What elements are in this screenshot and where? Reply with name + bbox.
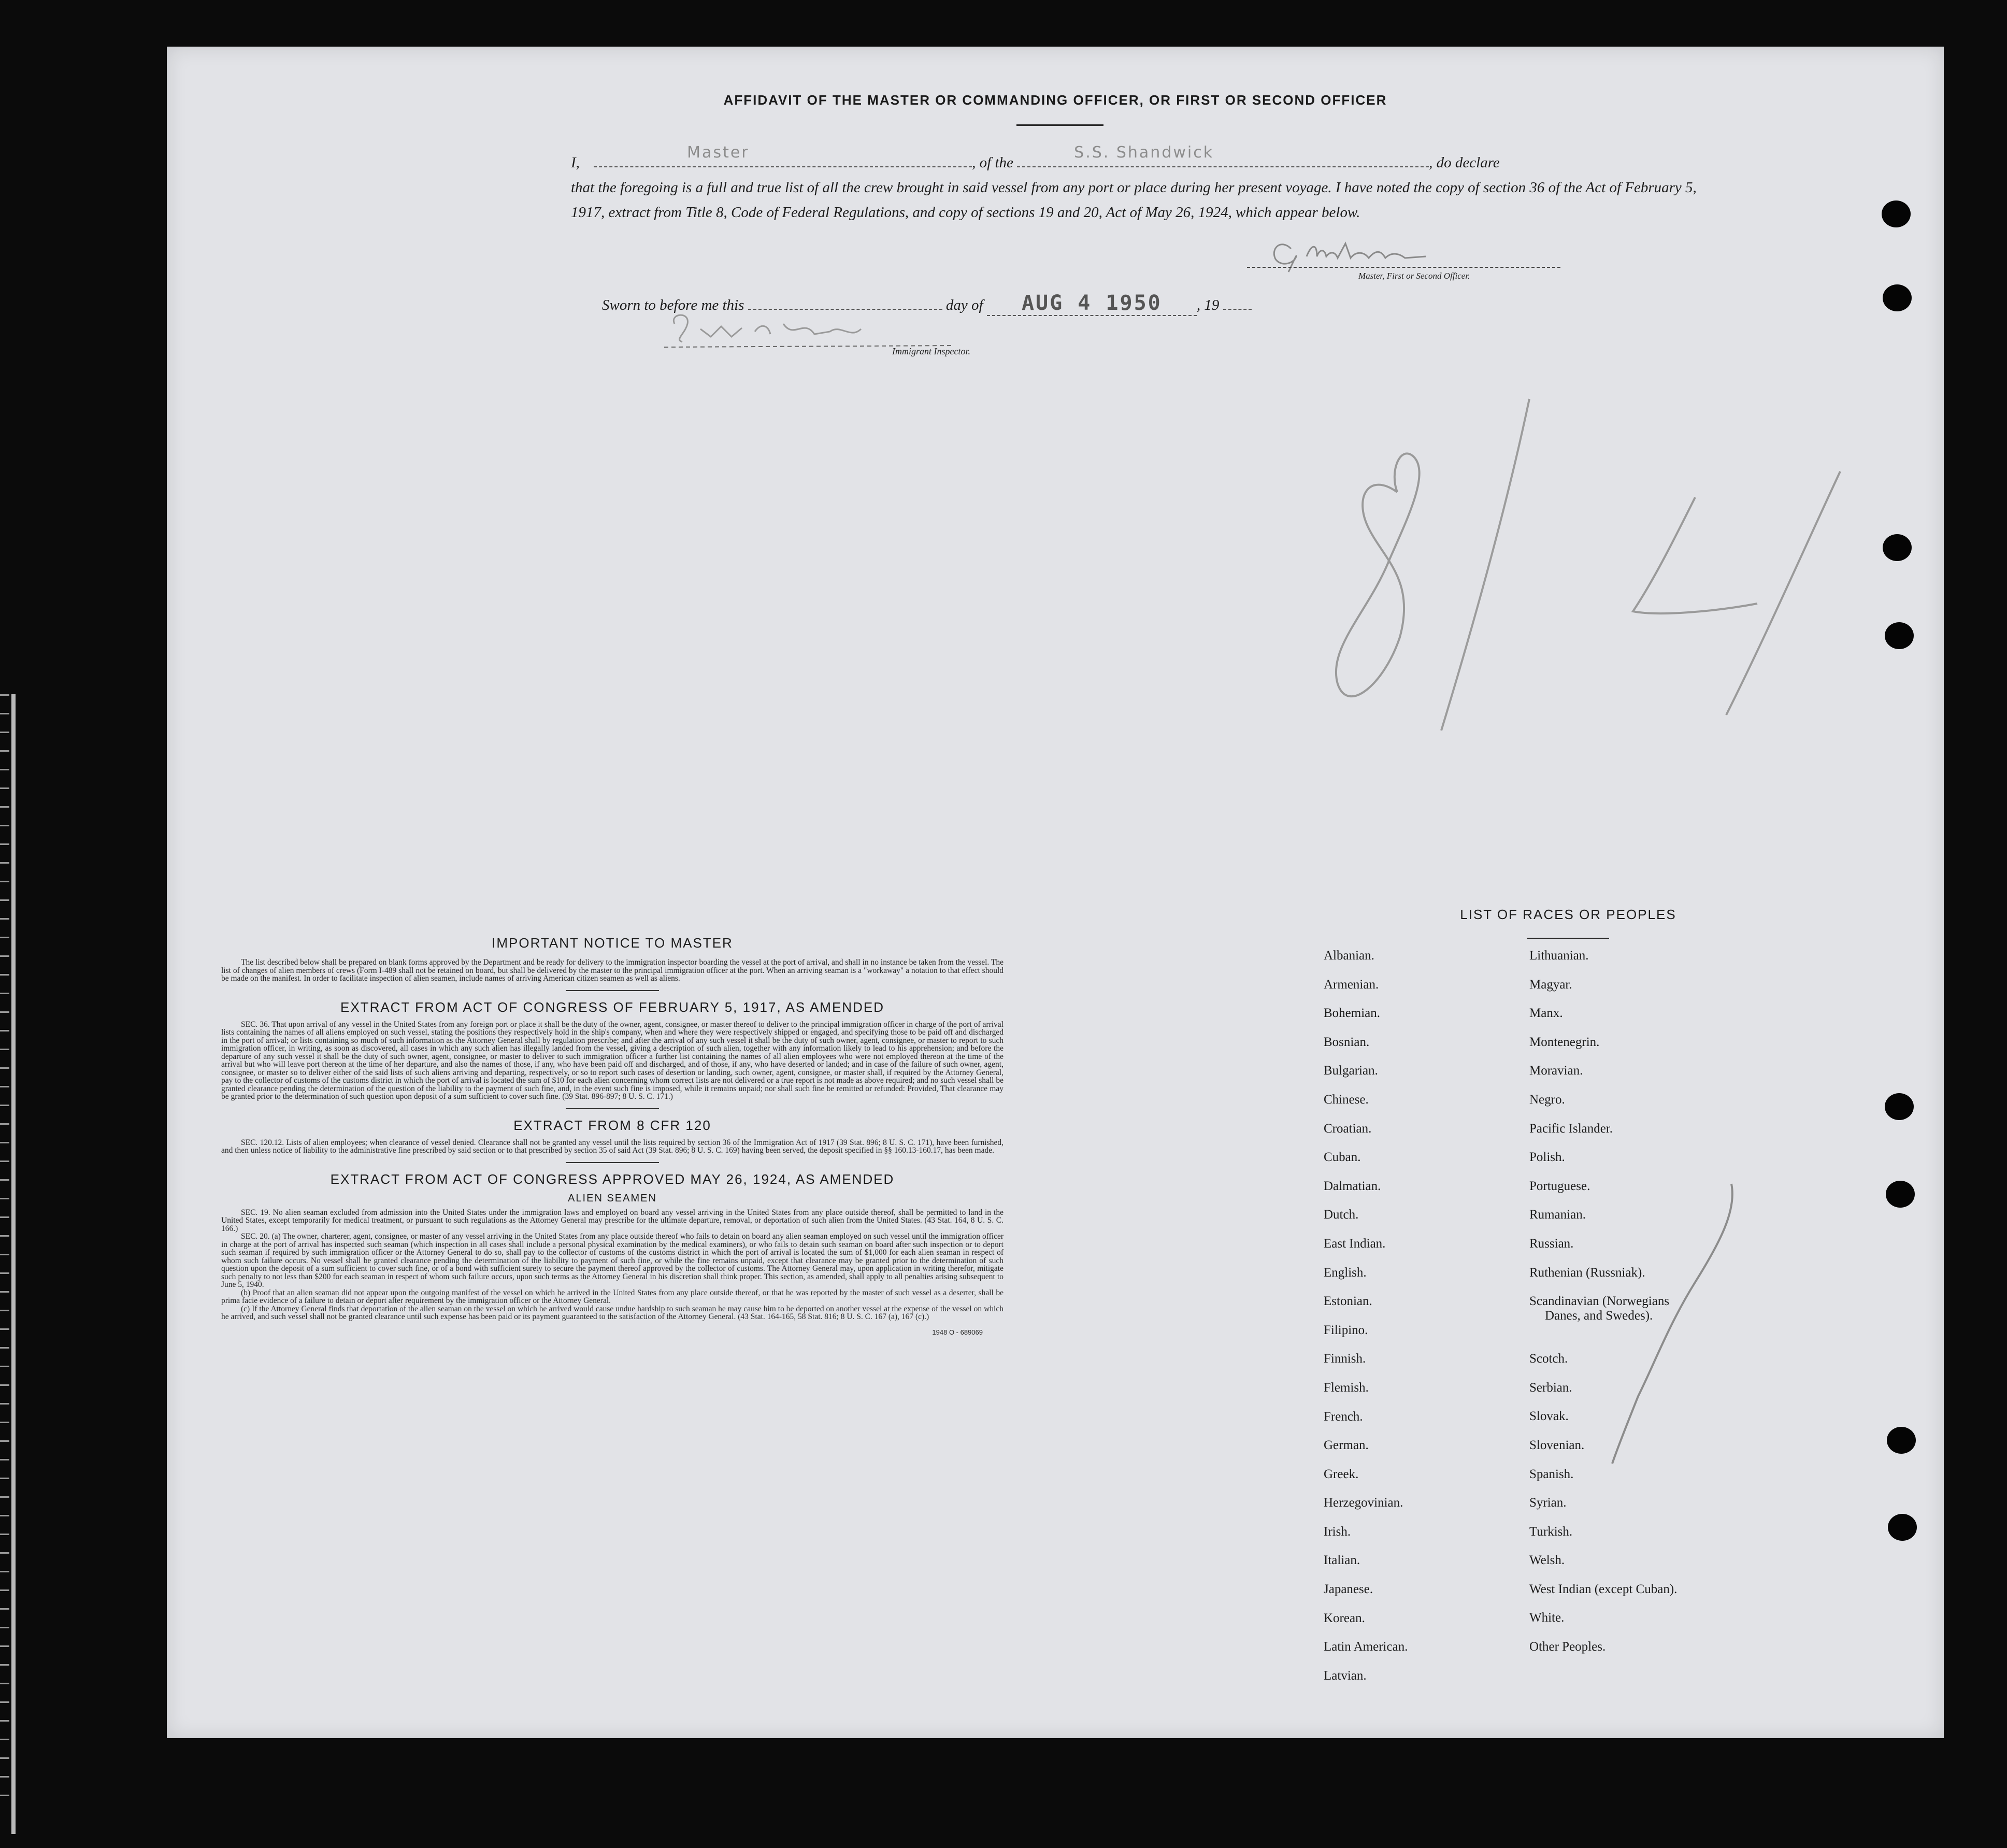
film-edge-tick bbox=[0, 1049, 9, 1050]
race-item: Moravian. bbox=[1529, 1064, 1583, 1078]
film-edge-bar bbox=[11, 694, 16, 1834]
punch-hole bbox=[1888, 1514, 1917, 1541]
race-item: Russian. bbox=[1529, 1236, 1574, 1251]
race-item: Irish. bbox=[1324, 1524, 1351, 1539]
film-edge-tick bbox=[0, 1291, 9, 1293]
race-item: Bohemian. bbox=[1324, 1006, 1381, 1021]
sworn-year: , 19 bbox=[1196, 297, 1220, 313]
film-edge-tick bbox=[0, 1123, 9, 1125]
punch-hole bbox=[1886, 1181, 1915, 1208]
film-edge-tick bbox=[0, 1440, 9, 1442]
races-left-column bbox=[1324, 948, 1510, 1697]
film-edge-tick bbox=[0, 1384, 9, 1386]
declaration-of: , of the bbox=[972, 154, 1013, 171]
races-divider bbox=[1527, 938, 1609, 939]
race-item: German. bbox=[1324, 1438, 1369, 1453]
extract2-text: SEC. 120.12. Lists of alien employees; when clearance of vessel denied. Clearance shall not be granted any vessel until the lists required by section 36 of the Immigration Act of 1917 (39 Stat. 896; 8 U. S. C. 171), have been furnished, and then unless notice of liability to the administrative fine prescribed by said section or to that prescribed by section 35 of said Act (39 Stat. 896; 8 U. S. C. 169) having been served, the deposit specified in §§ 160.13-160.17, has been made. bbox=[221, 1138, 1004, 1155]
film-edge-tick bbox=[0, 769, 9, 770]
race-item: Bulgarian. bbox=[1324, 1064, 1378, 1078]
notice-section bbox=[221, 935, 1004, 1336]
race-item: Slovak. bbox=[1529, 1409, 1569, 1424]
film-edge-tick bbox=[0, 1627, 9, 1628]
document-page bbox=[167, 47, 1944, 1738]
extract3-sec20c: (c) If the Attorney General finds that deportation of the alien seaman on the vessel on which he arrived would cause undue hardship to such seaman he may cause him to be deported on another vessel at the expense of the vessel on which he arrived, and such vessel shall not be granted clearance until such expense has been paid or its payment guaranteed to the satisfaction of the Attorney General. (43 Stat. 164-165, 58 Stat. 816; 8 U. S. C. 167 (a), 167 (c).) bbox=[221, 1304, 1004, 1321]
film-edge-tick bbox=[0, 1478, 9, 1479]
race-item: Dutch. bbox=[1324, 1208, 1359, 1222]
vessel-name-field bbox=[1017, 144, 1429, 167]
film-edge-tick bbox=[0, 1645, 9, 1647]
race-item: Croatian. bbox=[1324, 1121, 1372, 1136]
sworn-lead: Sworn to before me this bbox=[602, 297, 744, 313]
film-edge-tick bbox=[0, 1552, 9, 1554]
film-edge-tick bbox=[0, 1608, 9, 1610]
declaration-do-declare: , do declare bbox=[1429, 154, 1500, 171]
film-edge-tick bbox=[0, 1328, 9, 1330]
film-edge-tick bbox=[0, 1776, 9, 1778]
punch-hole bbox=[1885, 622, 1914, 649]
race-item: West Indian (except Cuban). bbox=[1529, 1582, 1678, 1596]
extract3-sec19: SEC. 19. No alien seaman excluded from admission into the United States under the immigration laws and employed on board any vessel arriving in the United States from any place outside thereof, shall be permitted to land in the United States, except temporarily for medical treatment, or pursuant to such regulations as the Attorney General may prescribe for the ultimate departure, removal, or deportation of such alien from the United States. (43 Stat. 164, 8 U. S. C. 166.) bbox=[221, 1208, 1004, 1233]
film-edge-tick bbox=[0, 1720, 9, 1722]
film-edge-tick bbox=[0, 1030, 9, 1032]
declaration-text bbox=[571, 144, 1731, 225]
film-edge-tick bbox=[0, 1272, 9, 1274]
film-edge-tick bbox=[0, 1310, 9, 1311]
film-edge-tick bbox=[0, 1739, 9, 1740]
print-code: 1948 O - 689069 bbox=[932, 1328, 983, 1336]
punch-hole bbox=[1882, 200, 1911, 227]
sworn-date-field bbox=[987, 291, 1197, 316]
race-item: Manx. bbox=[1529, 1006, 1563, 1021]
film-edge-tick bbox=[0, 1105, 9, 1106]
race-item: Magyar. bbox=[1529, 977, 1572, 992]
race-item: East Indian. bbox=[1324, 1236, 1386, 1251]
section-divider bbox=[566, 1162, 659, 1163]
race-item: Bosnian. bbox=[1324, 1035, 1370, 1049]
master-name-handwriting: Master bbox=[687, 144, 750, 162]
race-item: Polish. bbox=[1529, 1150, 1565, 1165]
race-item: Armenian. bbox=[1324, 977, 1379, 992]
film-edge-tick bbox=[0, 1422, 9, 1423]
declaration-lead: I, bbox=[571, 154, 580, 171]
film-edge-tick bbox=[0, 750, 9, 752]
race-item: Syrian. bbox=[1529, 1496, 1567, 1510]
film-edge-tick bbox=[0, 787, 9, 789]
race-item: Pacific Islander. bbox=[1529, 1121, 1613, 1136]
race-item: Cuban. bbox=[1324, 1150, 1361, 1165]
film-edge-tick bbox=[0, 993, 9, 994]
film-edge-tick bbox=[0, 1216, 9, 1218]
master-signature-line bbox=[1247, 267, 1560, 268]
film-edge-tick bbox=[0, 1534, 9, 1535]
film-edge-tick bbox=[0, 1011, 9, 1013]
sworn-day-of: day of bbox=[945, 297, 983, 313]
race-item: Montenegrin. bbox=[1529, 1035, 1600, 1049]
race-item: Filipino. bbox=[1324, 1323, 1368, 1337]
race-item: Chinese. bbox=[1324, 1092, 1369, 1107]
film-edge-tick bbox=[0, 881, 9, 882]
race-item: Spanish. bbox=[1529, 1467, 1574, 1481]
race-item: Herzegovinian. bbox=[1324, 1496, 1403, 1510]
film-edge-strip bbox=[0, 694, 21, 1834]
film-edge-tick bbox=[0, 974, 9, 976]
section-divider bbox=[566, 1108, 659, 1109]
race-item: Japanese. bbox=[1324, 1582, 1373, 1597]
film-edge-tick bbox=[0, 1496, 9, 1498]
race-item: Latvian. bbox=[1324, 1668, 1367, 1683]
punch-hole bbox=[1887, 1427, 1916, 1454]
extract1-title: EXTRACT FROM ACT OF CONGRESS OF FEBRUARY 5, 1917, AS AMENDED bbox=[340, 999, 884, 1015]
film-edge-tick bbox=[0, 1179, 9, 1181]
film-edge-tick bbox=[0, 1757, 9, 1759]
notice-text: The list described below shall be prepared on blank forms approved by the Department and be ready for delivery to the immigration inspector boarding the vessel at the port of arrival, and shall in no instance be taken from the vessel. The list of changes of alien members of crews (Form I-489 shall not be retained on board, but shall be delivered by the master to the principal immigration officer at the port. When an arriving seaman is a "workaway" a notation to that effect should be made on the manifest. In order to facilitate inspection of alien seamen, include names of arriving American citizen seamen as well as aliens. bbox=[221, 958, 1004, 983]
film-edge-tick bbox=[0, 825, 9, 826]
extract2-title: EXTRACT FROM 8 CFR 120 bbox=[513, 1117, 711, 1133]
film-edge-tick bbox=[0, 1086, 9, 1087]
punch-hole bbox=[1883, 534, 1912, 561]
extract1-text: SEC. 36. That upon arrival of any vessel in the United States from any foreign port or place it shall be the duty of the owner, agent, consignee, or master thereof to deliver to the principal immigration officer in charge of the port of arrival lists containing the names of all aliens employed on such vessel, stating the positions they respectively hold in the ship's company, when and where they were respectively shipped or engaged, and specifying those to be paid off and discharged in the port of arrival; or lists containing so much of such information as the Attorney General shall by regulation prescribe; and after the arrival of any such vessel it shall be the duty of such owner, agent, consignee, or master to report to such immigration officer, in writing, as soon as discovered, all cases in which any such alien has illegally landed from the vessel, giving a description of such alien, together with any information likely to lead to his apprehension; and before the departure of any such vessel it shall be the duty of such owner, agent, consignee, or master to deliver to such immigration officer a further list containing the names of all alien employees who were not employed thereon at the time of the arrival but who will leave port thereon at the time of her departure, and also the names of those, if any, who have been paid off and discharged, and of those, if any, who have deserted or landed; and in case of the failure of such owner, agent, consignee, or master so to deliver either of the said lists of such aliens arriving and departing, respectively, or so to report such cases of desertion or landing, such owner, agent, consignee, or master shall, if required by the Attorney General, pay to the collector of customs of the customs district in which the port of arrival is located the sum of $10 for each alien concerning whom correct lists are not delivered or a true report is not made as above required; and no such vessel shall be granted clearance pending the determination of the question of the liability to the payment of such fine, and, in the event such fine is imposed, while it remains unpaid; nor shall such fine be remitted or refunded: Provided, That clearance may be granted prior to the determination of such question upon deposit of a sum sufficient to cover such fine. (39 Stat. 896-897; 8 U. S. C. 171.) bbox=[221, 1020, 1004, 1101]
inspector-signature bbox=[664, 308, 954, 350]
race-item: Serbian. bbox=[1529, 1380, 1572, 1395]
race-item: Slovenian. bbox=[1529, 1438, 1585, 1452]
race-item: Portuguese. bbox=[1529, 1179, 1590, 1193]
race-item: Danes, and Swedes). bbox=[1545, 1309, 1653, 1323]
film-edge-tick bbox=[0, 694, 9, 696]
race-item: Korean. bbox=[1324, 1611, 1365, 1625]
film-edge-tick bbox=[0, 1589, 9, 1591]
extract3-title: EXTRACT FROM ACT OF CONGRESS APPROVED MAY 26, 1924, AS AMENDED bbox=[330, 1171, 895, 1187]
film-edge-tick bbox=[0, 713, 9, 714]
film-edge-tick bbox=[0, 862, 9, 864]
film-edge-tick bbox=[0, 1795, 9, 1796]
race-item: English. bbox=[1324, 1265, 1367, 1280]
punch-hole bbox=[1885, 1093, 1914, 1120]
film-edge-tick bbox=[0, 1161, 9, 1162]
notice-title: IMPORTANT NOTICE TO MASTER bbox=[492, 935, 733, 951]
film-edge-tick bbox=[0, 806, 9, 808]
race-item: Greek. bbox=[1324, 1467, 1359, 1481]
race-item: Flemish. bbox=[1324, 1380, 1369, 1395]
race-item: Other Peoples. bbox=[1529, 1640, 1606, 1654]
date-stamp: AUG 4 1950 bbox=[1021, 291, 1162, 315]
race-item: Turkish. bbox=[1529, 1524, 1573, 1539]
race-item: French. bbox=[1324, 1409, 1363, 1424]
race-item: Negro. bbox=[1529, 1092, 1565, 1107]
section-divider bbox=[566, 990, 659, 991]
film-edge-tick bbox=[0, 1235, 9, 1237]
handwritten-number-8-4 bbox=[1322, 394, 1866, 819]
film-edge-tick bbox=[0, 955, 9, 957]
film-edge-tick bbox=[0, 918, 9, 920]
declaration-body: that the foregoing is a full and true list of all the crew brought in said vessel from any port or place during her present voyage. I have noted the copy of section 36 of the Act of February 5, 1917, extract from Title 8, Code of Federal Regulations, and copy of sections 19 and 20, Act of May 26, 1924, which appear below. bbox=[571, 179, 1697, 221]
vessel-name-handwriting: S.S. Shandwick bbox=[1074, 144, 1214, 162]
film-edge-tick bbox=[0, 1403, 9, 1405]
punch-hole bbox=[1883, 284, 1912, 311]
film-edge-tick bbox=[0, 1254, 9, 1255]
film-edge-tick bbox=[0, 1459, 9, 1460]
master-name-field bbox=[594, 144, 972, 167]
race-item: Albanian. bbox=[1324, 949, 1374, 963]
race-item: Rumanian. bbox=[1529, 1208, 1586, 1222]
race-item: Scotch. bbox=[1529, 1352, 1568, 1366]
race-item: Finnish. bbox=[1324, 1352, 1366, 1366]
master-signature-label: Master, First or Second Officer. bbox=[1358, 271, 1470, 281]
film-edge-tick bbox=[0, 1701, 9, 1703]
film-edge-tick bbox=[0, 1347, 9, 1349]
races-title: LIST OF RACES OR PEOPLES bbox=[1460, 907, 1676, 922]
film-edge-tick bbox=[0, 1366, 9, 1367]
film-edge-tick bbox=[0, 732, 9, 733]
extract3-sec20a: SEC. 20. (a) The owner, charterer, agent, consignee, or master of any vessel arriving in the United States from any place outside thereof who fails to detain on board any alien seaman employed on such vessel until the immigration officer in charge at the port of arrival has inspected such seaman (which inspection in all cases shall include a personal physical examination by the medical examiners), or who fails to detain such seaman on board after such inspection or to deport such seaman if required by such immigration officer or the Attorney General to do so, shall pay to the collector of customs of the customs district in which the port of arrival is located the sum of $1,000 for each alien seaman in respect of whom such failure occurs. No vessel shall be granted clearance pending the determination of the liability to payment of such fine, or while the fine remains unpaid, except that clearance may be granted prior to the determination of such question upon the deposit of a sum sufficient to cover such fine, or of a bond with sufficient surety to secure the payment thereof approved by the collector of customs. The Attorney General may, upon application in writing therefor, mitigate such penalty to not less than $200 for each seaman in respect of whom such failure occurs, upon such terms as the Attorney General in his discretion shall think proper. This section, as amended, shall apply to all penalties arising subsequent to June 5, 1940. bbox=[221, 1232, 1004, 1289]
film-edge-tick bbox=[0, 1683, 9, 1684]
title-divider bbox=[1016, 124, 1103, 126]
race-item: White. bbox=[1529, 1611, 1565, 1625]
film-edge-tick bbox=[0, 1142, 9, 1143]
affidavit-title: AFFIDAVIT OF THE MASTER OR COMMANDING OFFICER, OR FIRST OR SECOND OFFICER bbox=[723, 92, 1387, 108]
race-item: Ruthenian (Russniak). bbox=[1529, 1265, 1645, 1280]
film-edge-tick bbox=[0, 1664, 9, 1666]
film-edge-tick bbox=[0, 1198, 9, 1199]
film-edge-tick bbox=[0, 1515, 9, 1516]
race-item: Latin American. bbox=[1324, 1640, 1408, 1654]
film-edge-tick bbox=[0, 937, 9, 938]
handwritten-check-mark bbox=[1607, 1179, 1742, 1469]
inspector-label: Immigrant Inspector. bbox=[892, 346, 970, 356]
sworn-year-field bbox=[1223, 309, 1252, 310]
race-item: Dalmatian. bbox=[1324, 1179, 1381, 1193]
race-item: Estonian. bbox=[1324, 1294, 1372, 1309]
race-item: Welsh. bbox=[1529, 1553, 1565, 1568]
race-item: Lithuanian. bbox=[1529, 949, 1589, 963]
film-edge-tick bbox=[0, 1067, 9, 1069]
race-item: Scandinavian (Norwegians bbox=[1529, 1294, 1670, 1309]
extract3-subtitle: ALIEN SEAMEN bbox=[568, 1192, 657, 1204]
film-edge-tick bbox=[0, 843, 9, 845]
extract3-sec20b: (b) Proof that an alien seaman did not appear upon the outgoing manifest of the vessel on which he arrived in the United States from any place outside thereof, or that he was reported by the master of such vessel as a deserter, shall be prima facie evidence of a failure to detain or deport after requirement by the immigration officer or the Attorney General. bbox=[221, 1288, 1004, 1305]
film-edge-tick bbox=[0, 899, 9, 901]
film-edge-tick bbox=[0, 1571, 9, 1572]
race-item: Italian. bbox=[1324, 1553, 1360, 1568]
